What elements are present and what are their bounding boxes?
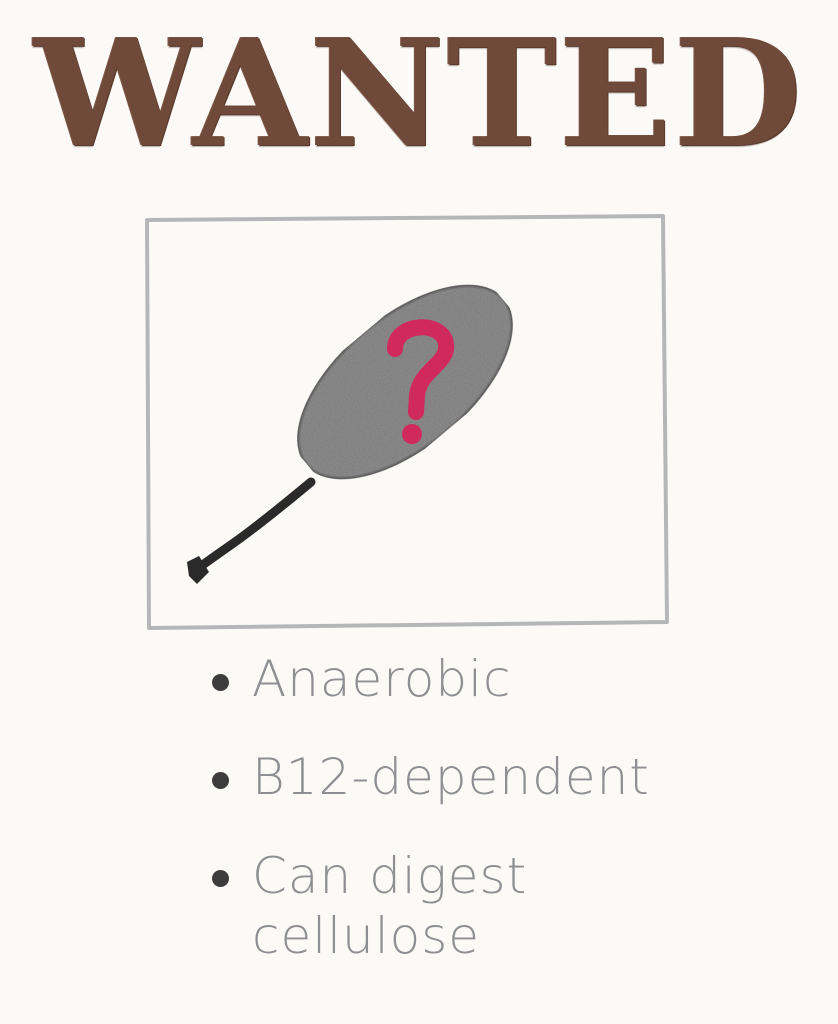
illustration-frame	[143, 212, 669, 632]
trait-label: Anaerobic	[252, 650, 512, 708]
bullet-icon	[212, 870, 229, 887]
trait-label: Can digest cellulose	[252, 847, 528, 965]
traits-list	[210, 650, 810, 1006]
list-item	[210, 650, 810, 708]
list-item	[210, 846, 810, 966]
bullet-icon	[212, 772, 229, 789]
poster-title: WANTED	[33, 6, 805, 180]
bacterium-illustration	[143, 212, 669, 632]
bacterium-cell	[266, 251, 544, 514]
trait-label: B12-dependent	[252, 748, 650, 806]
bullet-icon	[212, 674, 229, 691]
list-item	[210, 748, 810, 806]
flagellum	[187, 482, 311, 584]
